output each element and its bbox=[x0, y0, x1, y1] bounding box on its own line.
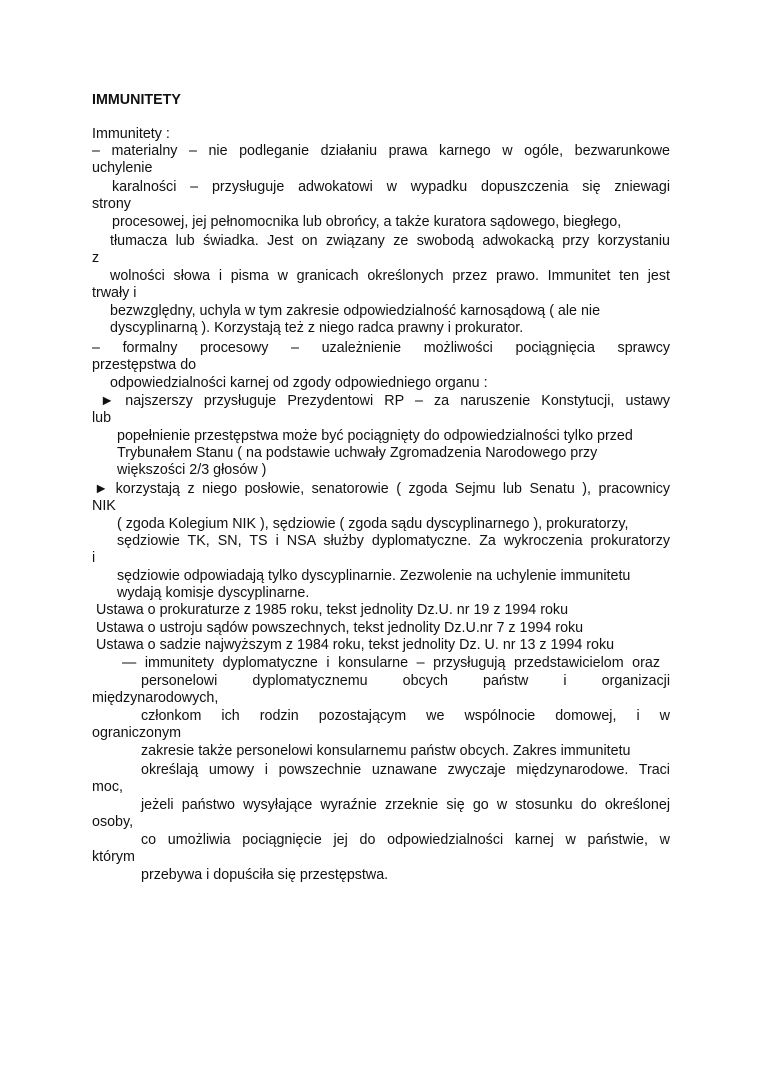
text-line: międzynarodowych, bbox=[92, 690, 219, 706]
text-line: – materialny – nie podleganie działaniu prawa karnego w ogóle, bezwarunkowe bbox=[92, 143, 670, 159]
text-line: popełnienie przestępstwa może być pociągnięty do odpowiedzialności tylko przed bbox=[117, 428, 633, 444]
text-line: personelowi dyplomatycznemu obcych państw i organizacji bbox=[141, 673, 670, 689]
text-line: z bbox=[92, 250, 100, 266]
text-line: bezwzględny, uchyla w tym zakresie odpowiedzialność karnosądową ( ale nie bbox=[110, 303, 601, 319]
text-line: tłumacza lub świadka. Jest on związany ze swobodą adwokacką przy korzystaniu bbox=[110, 233, 670, 249]
text-line: Ustawa o sadzie najwyższym z 1984 roku, tekst jednolity Dz. U. nr 13 z 1994 roku bbox=[96, 637, 615, 653]
text-line: przestępstwa do bbox=[92, 357, 197, 373]
text-line: ► korzystają z niego posłowie, senatorowie ( zgoda Sejmu lub Senatu ), pracownicy bbox=[94, 481, 670, 497]
text-line: ograniczonym bbox=[92, 725, 181, 741]
text-line: dyscyplinarną ). Korzystają też z niego radca prawny i prokurator. bbox=[110, 320, 524, 336]
text-line: określają umowy i powszechnie uznawane zwyczaje międzynarodowe. Traci bbox=[141, 762, 670, 778]
text-line: odpowiedzialności karnej od zgody odpowiedniego organu : bbox=[110, 375, 488, 391]
text-line: sędziowie odpowiadają tylko dyscyplinarnie. Zezwolenie na uchylenie immunitetu bbox=[117, 568, 631, 584]
text-line: Ustawa o ustroju sądów powszechnych, tekst jednolity Dz.U.nr 7 z 1994 roku bbox=[96, 620, 584, 636]
text-line: większości 2/3 głosów ) bbox=[117, 462, 267, 478]
text-line: — immunitety dyplomatyczne i konsularne – przysługują przedstawicielom oraz bbox=[122, 655, 660, 671]
text-line: ( zgoda Kolegium NIK ), sędziowie ( zgoda sądu dyscyplinarnego ), prokuratorzy, bbox=[117, 516, 629, 532]
text-line: przebywa i dopuściła się przestępstwa. bbox=[141, 867, 389, 883]
text-line: którym bbox=[92, 849, 135, 865]
text-line: Trybunałem Stanu ( na podstawie uchwały Zgromadzenia Narodowego przy bbox=[117, 445, 598, 461]
text-line: moc, bbox=[92, 779, 123, 795]
text-line: członkom ich rodzin pozostającym we wspólnocie domowej, i w bbox=[141, 708, 670, 724]
text-line: Immunitety : bbox=[92, 126, 170, 142]
text-line: wydają komisje dyscyplinarne. bbox=[117, 585, 310, 601]
text-line: uchylenie bbox=[92, 160, 153, 176]
text-line: lub bbox=[92, 410, 112, 426]
text-line: ► najszerszy przysługuje Prezydentowi RP – za naruszenie Konstytucji, ustawy bbox=[100, 393, 670, 409]
text-line: karalności – przysługuje adwokatowi w wypadku dopuszczenia się zniewagi bbox=[112, 179, 670, 195]
text-line: procesowej, jej pełnomocnika lub obrońcy, a także kuratora sądowego, biegłego, bbox=[112, 214, 622, 230]
document-title: IMMUNITETY bbox=[92, 92, 181, 108]
text-line: NIK bbox=[92, 498, 116, 514]
text-line: wolności słowa i pisma w granicach określonych przez prawo. Immunitet ten jest bbox=[110, 268, 670, 284]
text-line: sędziowie TK, SN, TS i NSA służby dyplomatyczne. Za wykroczenia prokuratorzy bbox=[117, 533, 670, 549]
text-line: zakresie także personelowi konsularnemu państw obcych. Zakres immunitetu bbox=[141, 743, 631, 759]
text-line: co umożliwia pociągnięcie jej do odpowiedzialności karnej w państwie, w bbox=[141, 832, 670, 848]
text-line: i bbox=[92, 550, 96, 566]
text-line: trwały i bbox=[92, 285, 137, 301]
text-line: strony bbox=[92, 196, 131, 212]
text-line: osoby, bbox=[92, 814, 134, 830]
text-line: Ustawa o prokuraturze z 1985 roku, tekst jednolity Dz.U. nr 19 z 1994 roku bbox=[96, 602, 569, 618]
text-line: jeżeli państwo wysyłające wyraźnie zrzeknie się go w stosunku do określonej bbox=[141, 797, 670, 813]
text-line: – formalny procesowy – uzależnienie możliwości pociągnięcia sprawcy bbox=[92, 340, 670, 356]
